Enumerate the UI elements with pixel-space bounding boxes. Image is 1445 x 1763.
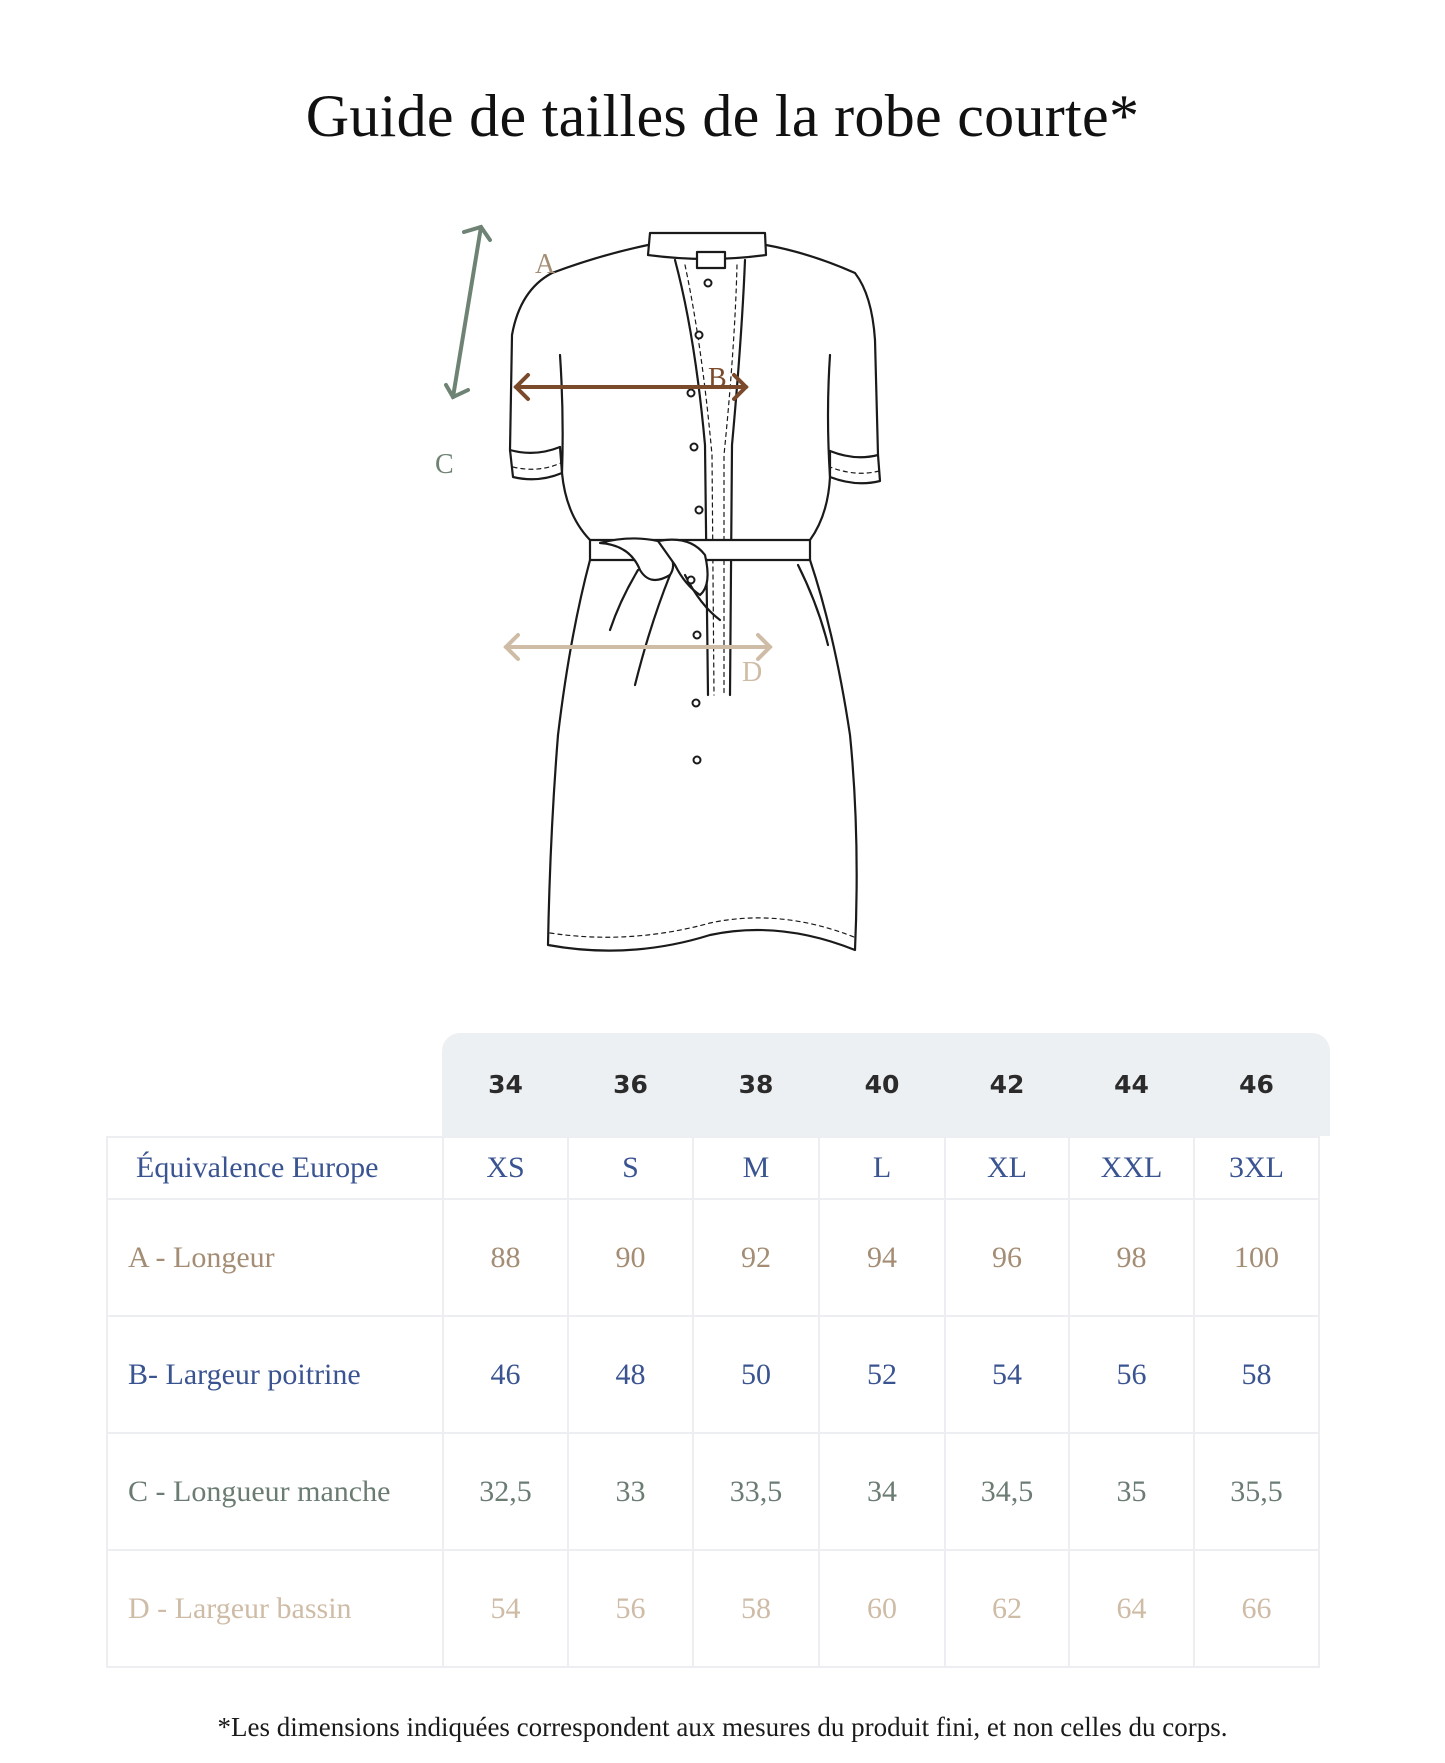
- table-row-equivalence: [107, 1137, 1319, 1199]
- row-label: B- Largeur poitrine: [107, 1316, 443, 1433]
- table-cell: XXL: [1069, 1137, 1194, 1199]
- row-label: C - Longueur manche: [107, 1433, 443, 1550]
- row-label: Équivalence Europe: [107, 1137, 443, 1199]
- table-row-largeur-poitrine: [107, 1316, 1319, 1433]
- table-cell: 52: [819, 1316, 945, 1433]
- table-cell: 98: [1069, 1199, 1194, 1316]
- table-cell: 94: [819, 1199, 945, 1316]
- table-cell: XS: [443, 1137, 568, 1199]
- row-label: D - Largeur bassin: [107, 1550, 443, 1667]
- table-cell: S: [568, 1137, 693, 1199]
- table-cell: 58: [1194, 1316, 1319, 1433]
- table-cell: M: [693, 1137, 819, 1199]
- table-cell: 64: [1069, 1550, 1194, 1667]
- table-row-longueur: [107, 1199, 1319, 1316]
- label-a: A: [535, 249, 556, 280]
- table-cell: 56: [568, 1550, 693, 1667]
- table-cell: 62: [945, 1550, 1069, 1667]
- size-header: 46: [1239, 1070, 1274, 1099]
- row-label: A - Longeur: [107, 1199, 443, 1316]
- table-cell: 3XL: [1194, 1137, 1319, 1199]
- footnote: *Les dimensions indiquées correspondent aux mesures du produit fini, et non celles du corps.: [217, 1712, 1228, 1742]
- table-cell: 54: [443, 1550, 568, 1667]
- dress-illustration: [435, 215, 960, 975]
- table-cell: 50: [693, 1316, 819, 1433]
- table-row-longueur-manche: [107, 1433, 1319, 1550]
- label-b: B: [708, 363, 727, 394]
- table-cell: 100: [1194, 1199, 1319, 1316]
- table-cell: 35: [1069, 1433, 1194, 1550]
- size-header: 40: [864, 1070, 900, 1099]
- table-cell: 58: [693, 1550, 819, 1667]
- table-cell: 56: [1069, 1316, 1194, 1433]
- size-table: [106, 1033, 1320, 1668]
- table-cell: XL: [945, 1137, 1069, 1199]
- size-header: 34: [488, 1070, 523, 1099]
- table-cell: 33: [568, 1433, 693, 1550]
- table-cell: 60: [819, 1550, 945, 1667]
- table-cell: 90: [568, 1199, 693, 1316]
- table-cell: 34: [819, 1433, 945, 1550]
- page-title: Guide de tailles de la robe courte*: [305, 83, 1140, 149]
- header-corner: [107, 1033, 443, 1137]
- size-header-row: [107, 1033, 1319, 1137]
- table-cell: 35,5: [1194, 1433, 1319, 1550]
- table-cell: 54: [945, 1316, 1069, 1433]
- table-row-largeur-bassin: [107, 1550, 1319, 1667]
- table-cell: 96: [945, 1199, 1069, 1316]
- table-cell: 32,5: [443, 1433, 568, 1550]
- size-header: 36: [613, 1070, 648, 1099]
- size-header: 44: [1114, 1070, 1149, 1099]
- size-header: 38: [738, 1070, 774, 1099]
- table-cell: 66: [1194, 1550, 1319, 1667]
- label-c: C: [435, 449, 454, 480]
- table-cell: 33,5: [693, 1433, 819, 1550]
- table-cell: 34,5: [945, 1433, 1069, 1550]
- size-header: 42: [989, 1070, 1025, 1099]
- table-cell: 48: [568, 1316, 693, 1433]
- table-cell: L: [819, 1137, 945, 1199]
- table-cell: 88: [443, 1199, 568, 1316]
- table-cell: 46: [443, 1316, 568, 1433]
- table-cell: 92: [693, 1199, 819, 1316]
- label-d: D: [742, 657, 763, 688]
